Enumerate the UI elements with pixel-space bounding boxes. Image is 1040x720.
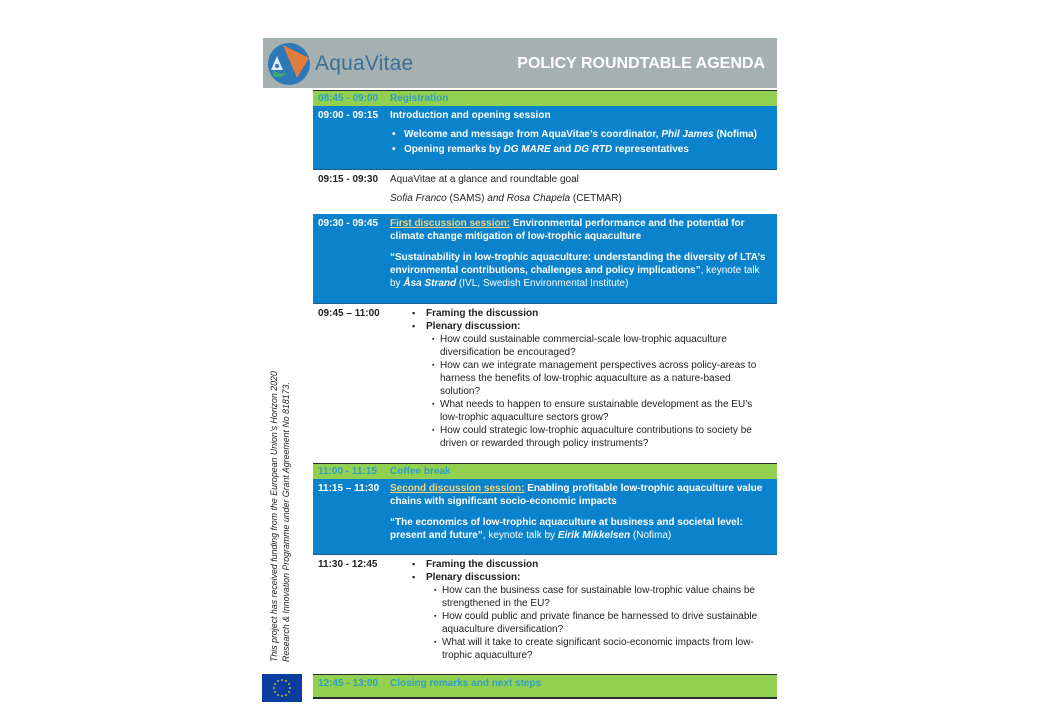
row-title: First discussion session: Environmental performance and the potential for climate change mitigation of low-trophic aquaculture xyxy=(390,218,745,242)
row-title: Second discussion session: Enabling profitable low-trophic aquaculture value chains with significant socio-economic impacts xyxy=(390,483,763,507)
agenda-row-registration xyxy=(313,90,777,106)
row-time: 09:15 - 09:30 xyxy=(318,174,379,185)
agenda-row-closing xyxy=(313,674,777,699)
list-item: • Opening remarks by DG MARE and DG RTD representatives xyxy=(390,143,771,156)
row-time: 11:00 - 11:15 xyxy=(318,466,377,477)
row-time: 12:45 - 13:00 xyxy=(318,678,379,689)
row-title: Introduction and opening session xyxy=(390,110,551,121)
list-item: ▪ Framing the discussion xyxy=(412,307,771,320)
question-item: ▪ How could strategic low-trophic aquaculture contributions to society be driven or rewarded through policy instruments? xyxy=(432,424,771,450)
row-title: Coffee break xyxy=(390,466,451,477)
header-banner xyxy=(263,38,777,88)
question-item: ▪ How could public and private finance be harnessed to drive sustainable aquaculture diversification? xyxy=(434,610,771,636)
row-time: 11:15 – 11:30 xyxy=(318,483,380,494)
question-item: ▪ How can we integrate management perspectives across policy-areas to harness the benefits of low-trophic aquaculture as a nature-based solution? xyxy=(432,359,771,398)
brand-name: AquaVitae xyxy=(315,52,414,75)
agenda-row-intro xyxy=(313,106,777,170)
row-title: Closing remarks and next steps xyxy=(390,678,542,689)
keynote: “Sustainability in low-trophic aquaculture: understanding the diversity of LTA’s environmental contributions, challenges and policy implications”, keynote talk by Åsa Strand (IVL, Swedish Environmental Institute) xyxy=(390,252,766,289)
row-time: 09:45 – 11:00 xyxy=(318,308,380,319)
row-title: AquaVitae at a glance and roundtable goal xyxy=(390,174,579,185)
agenda-row-second-session xyxy=(313,479,777,555)
agenda-row-glance xyxy=(313,170,777,214)
agenda-table xyxy=(313,90,777,699)
speakers: Sofia Franco (SAMS) and Rosa Chapela (CETMAR) xyxy=(390,193,622,204)
agenda-row-coffee xyxy=(313,463,777,479)
keynote: “The economics of low-trophic aquaculture at business and societal level: present and future”, keynote talk by Eirik Mikkelsen (Nofima) xyxy=(390,517,743,541)
list-item: • Welcome and message from AquaVitae’s coordinator, Phil James (Nofima) xyxy=(390,128,771,141)
agenda-row-first-discussion xyxy=(313,304,777,463)
row-title: Registration xyxy=(390,93,449,104)
funding-note: This project has received funding from the European Union’s Horizon 2020 Research & Innovation Programme under Grant Agreement No 818173. xyxy=(269,371,291,662)
list-item: ▪ Plenary discussion: xyxy=(412,320,771,333)
aquavitae-logo-icon xyxy=(267,42,311,86)
question-item: ▪ What will it take to create significant socio-economic impacts from low-trophic aquaculture? xyxy=(434,636,771,662)
row-time: 09:30 - 09:45 xyxy=(318,218,379,229)
question-item: ▪ How can the business case for sustainable low-trophic value chains be strengthened in the EU? xyxy=(434,584,771,610)
list-item: ▪ Plenary discussion: xyxy=(412,571,771,584)
list-item: ▪ Framing the discussion xyxy=(412,558,771,571)
row-time: 08:45 - 09:00 xyxy=(318,93,379,104)
question-item: ▪ What needs to happen to ensure sustainable development as the EU’s low-trophic aquaculture sectors grow? xyxy=(432,398,771,424)
eu-flag-icon xyxy=(262,674,302,702)
question-item: ▪ How could sustainable commercial-scale low-trophic aquaculture diversification be encouraged? xyxy=(432,333,771,359)
page-title: POLICY ROUNDTABLE AGENDA xyxy=(517,55,765,72)
agenda-row-second-discussion xyxy=(313,555,777,674)
row-time: 09:00 - 09:15 xyxy=(318,110,379,121)
row-time: 11:30 - 12:45 xyxy=(318,559,378,570)
agenda-row-first-session xyxy=(313,214,777,304)
